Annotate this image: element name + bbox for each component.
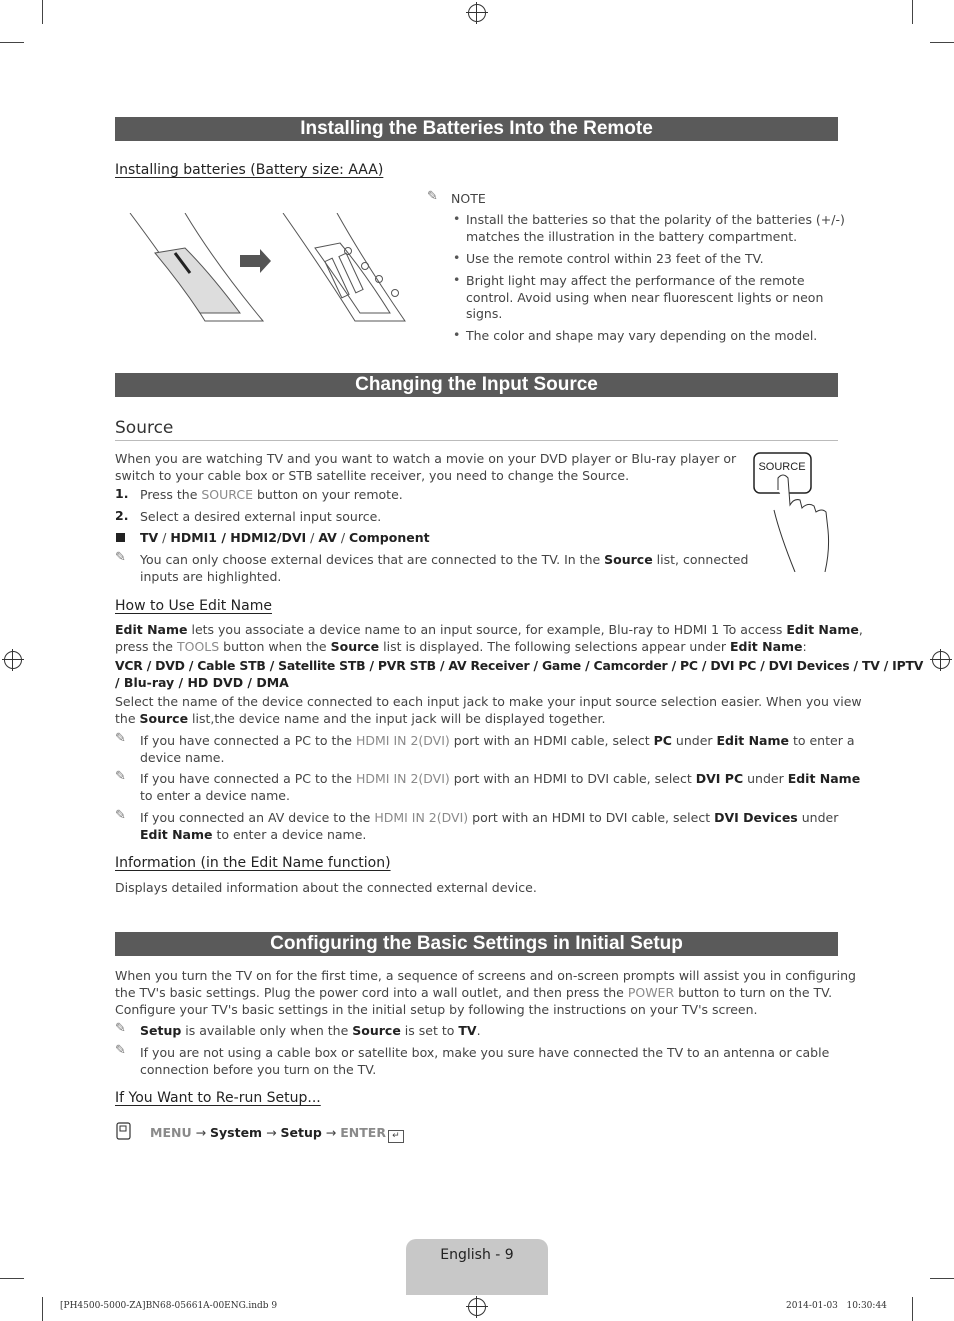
- info-text: Displays detailed information about the connected external device.: [115, 880, 537, 895]
- step-2-text: Select a desired external input source.: [140, 509, 382, 524]
- edit-name-note-1-line-2: device name.: [140, 750, 225, 765]
- step-number: 1.: [115, 486, 129, 501]
- remote-menu-icon: [116, 1122, 132, 1140]
- edit-name-line-6: the Source list,the device name and the input jack will be displayed together.: [115, 711, 606, 726]
- edit-name-line-2: press the TOOLS button when the Source list is displayed. The following selections appear under Edit Name:: [115, 639, 807, 654]
- footer-timestamp: 2014-01-03 10:30:44: [786, 1301, 887, 1311]
- arrow-right-icon: [240, 249, 271, 273]
- registration-mark-icon: [468, 4, 486, 22]
- edit-name-note-2-line-2: to enter a device name.: [140, 788, 290, 803]
- battery-note-line: The color and shape may vary depending on the model.: [466, 328, 818, 343]
- battery-note-line: matches the illustration in the battery compartment.: [466, 228, 798, 244]
- crop-mark: [42, 1297, 43, 1321]
- note-pencil-icon: ✎: [115, 769, 126, 784]
- crop-mark: [930, 1278, 954, 1279]
- setup-intro-line-2: the TV's basic settings. Plug the power cord into a wall outlet, and then press the POWER button to turn on the TV.: [115, 985, 833, 1000]
- battery-note-line: signs.: [466, 306, 503, 321]
- heading-rule: [115, 440, 838, 441]
- source-list-line: TV / HDMI1 / HDMI2/DVI / AV / Component: [140, 530, 430, 545]
- edit-name-line-1: Edit Name lets you associate a device name to an input source, for example, Blu-ray to HDMI 1 To access Edit Name,: [115, 622, 863, 637]
- rerun-setup-subhead: If You Want to Re-run Setup...: [115, 1090, 321, 1106]
- rerun-menu-path: MENU → System → Setup → ENTER ↵: [150, 1124, 404, 1143]
- battery-note-line: Install the batteries so that the polarity of the batteries (+/-): [466, 212, 845, 227]
- registration-mark-icon: [468, 1298, 486, 1316]
- device-name-options-line-1: VCR / DVD / Cable STB / Satellite STB / PVR STB / AV Receiver / Game / Camcorder / PC / DVI PC / DVI Devices / TV / IPTV: [115, 658, 924, 673]
- setup-note-2-line-1: If you are not using a cable box or satellite box, make you sure have connected the TV to an antenna or cable: [140, 1045, 830, 1060]
- source-intro-line-2: switch to your cable box or STB satellite receiver, you need to change the Source.: [115, 468, 630, 483]
- note-label: NOTE: [451, 191, 486, 206]
- enter-icon: ↵: [388, 1130, 404, 1143]
- setup-note-2-line-2: connection before you turn on the TV.: [140, 1062, 377, 1077]
- square-bullet-icon: [116, 533, 125, 542]
- battery-note-line: Use the remote control within 23 feet of the TV.: [466, 251, 764, 266]
- source-button-hand-illustration: [750, 450, 835, 572]
- crop-mark: [0, 42, 24, 43]
- section-title-input-source: Changing the Input Source: [115, 373, 838, 397]
- source-button-label: SOURCE: [758, 461, 806, 473]
- step-number: 2.: [115, 508, 129, 523]
- registration-mark-icon: [4, 651, 22, 669]
- edit-name-subhead: How to Use Edit Name: [115, 598, 272, 614]
- edit-name-line-5: Select the name of the device connected to each input jack to make your input source selection easier. When you view: [115, 694, 862, 709]
- bullet-dot-icon: •: [453, 327, 461, 342]
- source-heading: Source: [115, 418, 174, 438]
- page-number-tab: [406, 1239, 548, 1295]
- info-subhead: Information (in the Edit Name function): [115, 855, 391, 871]
- section-title-batteries: Installing the Batteries Into the Remote: [115, 117, 838, 141]
- source-note-line-2: inputs are highlighted.: [140, 569, 282, 584]
- note-pencil-icon: ✎: [115, 731, 126, 746]
- edit-name-note-1: If you have connected a PC to the HDMI IN 2(DVI) port with an HDMI cable, select PC under Edit Name to enter a: [140, 733, 855, 748]
- step-1-text: Press the SOURCE button on your remote.: [140, 487, 403, 502]
- crop-mark: [930, 42, 954, 43]
- edit-name-note-2: If you have connected a PC to the HDMI IN 2(DVI) port with an HDMI to DVI cable, select DVI PC under Edit Name: [140, 771, 861, 786]
- source-intro-line-1: When you are watching TV and you want to watch a movie on your DVD player or Blu-ray player or: [115, 451, 737, 466]
- crop-mark: [0, 1278, 24, 1279]
- note-pencil-icon: ✎: [115, 550, 126, 565]
- footer-file-info: [PH4500-5000-ZA]BN68-05661A-00ENG.indb 9: [60, 1301, 278, 1311]
- edit-name-note-3: If you connected an AV device to the HDMI IN 2(DVI) port with an HDMI to DVI cable, select DVI Devices under: [140, 810, 839, 825]
- battery-size-subhead: Installing batteries (Battery size: AAA): [115, 162, 384, 178]
- setup-intro-line-3: Configure your TV's basic settings in the initial setup by following the instructions on your TV's screen.: [115, 1002, 758, 1017]
- note-pencil-icon: ✎: [115, 1043, 126, 1058]
- crop-mark: [42, 0, 43, 24]
- edit-name-note-3-line-2: Edit Name to enter a device name.: [140, 827, 367, 842]
- crop-mark: [912, 0, 913, 24]
- bullet-dot-icon: •: [453, 211, 461, 226]
- section-title-initial-setup: Configuring the Basic Settings in Initial Setup: [115, 932, 838, 956]
- battery-note-line: control. Avoid using when near fluorescent lights or neon: [466, 289, 824, 305]
- battery-note-line: Bright light may affect the performance of the remote: [466, 273, 805, 288]
- note-pencil-icon: ✎: [427, 189, 438, 204]
- device-name-options-line-2: / Blu-ray / HD DVD / DMA: [115, 675, 289, 690]
- bullet-dot-icon: •: [453, 272, 461, 287]
- setup-note-1: Setup is available only when the Source is set to TV.: [140, 1023, 481, 1038]
- crop-mark: [912, 1297, 913, 1321]
- note-pencil-icon: ✎: [115, 1021, 126, 1036]
- bullet-dot-icon: •: [453, 250, 461, 265]
- note-pencil-icon: ✎: [115, 808, 126, 823]
- source-note-line-1: You can only choose external devices that are connected to the TV. In the Source list, connected: [140, 552, 749, 567]
- setup-intro-line-1: When you turn the TV on for the first time, a sequence of screens and on-screen prompts will assist you in configuring: [115, 968, 856, 983]
- page-number-label: English - 9: [440, 1247, 514, 1263]
- battery-installation-illustration: [115, 213, 415, 323]
- registration-mark-icon: [932, 651, 950, 669]
